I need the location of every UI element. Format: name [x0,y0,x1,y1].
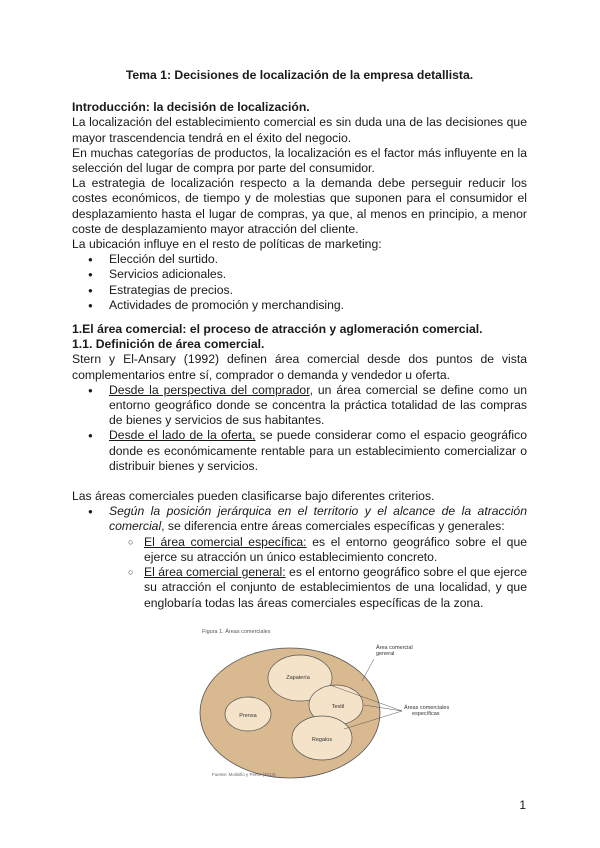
criterion-text: , se diferencia entre áreas comerciales específicas y generales: [161,519,505,534]
intro-heading: Introducción: la decisión de localización. [72,100,310,115]
general-area-text: es el entorno geográfico sobre el que ejerce su atracción el conjunto de establecimientos de una localidad, y que englobaría todas las áreas comerciales específicas de la zona. [144,565,527,610]
specific-area-text: es el entorno geográfico sobre el que ejerce su atracción un único establecimiento concreto. [144,534,527,564]
list-item: ● Elección del surtido. [72,252,527,267]
general-area-leader-line [362,659,374,681]
commercial-areas-figure [72,621,492,781]
figure-caption: Figura 1. Áreas comerciales [202,628,271,635]
general-area-term: El área comercial general: [144,565,286,580]
zapateria-label: Zapatería [286,674,310,681]
general-area-label [376,644,414,657]
offer-perspective-term: Desde el lado de la oferta, [109,428,256,443]
list-item [72,504,527,534]
list-item [72,383,527,429]
buyer-perspective-text: , un área comercial se define como un entorno geográfico donde se concentra la práctica totalidad de las compras de bienes y servicios de sus habitantes. [109,382,527,428]
list-item [72,565,527,611]
section-paragraph-1: Stern y El-Ansary (1992) definen área comercial desde dos puntos de vista complementarios entre sí, comprador o demanda y vendedor u oferta. [72,352,527,382]
area-types-list [72,535,527,611]
list-item [72,428,527,474]
document-page [72,68,527,781]
list-item: ● Servicios adicionales. [72,267,527,282]
textil-label: Textil [331,703,345,710]
list-item [72,535,527,565]
specific-areas-label [404,704,451,717]
figure-source: Fuente: Molinillo y Pérez (2014). [212,771,277,777]
general-area-label-line1: Área comercial [376,644,413,651]
perspectives-list [72,383,527,474]
marketing-policies-list [72,252,527,313]
general-area-label-line2: general [376,650,395,657]
prensa-label: Prensa [239,712,257,719]
intro-paragraph-1: La localización del establecimiento comercial es sin duda una de las decisiones que mayor trascendencia tendrá en el éxito del negocio. [72,115,527,145]
section-paragraph-2: Las áreas comerciales pueden clasificarse bajo diferentes criterios. [72,489,435,504]
specific-areas-label-line1: Áreas comerciales [404,704,450,711]
specific-areas-label-line2: específicas [412,710,440,717]
list-item: ● Estrategias de precios. [72,283,527,298]
commercial-areas-diagram [72,621,492,781]
buyer-perspective-term: Desde la perspectiva del comprador [109,382,310,397]
section-heading: 1.El área comercial: el proceso de atracción y aglomeración comercial. [72,322,483,337]
specific-area-term: El área comercial específica: [144,534,307,549]
intro-paragraph-2: En muchas categorías de productos, la localización es el factor más influyente en la selección del lugar de compra por parte del consumidor. [72,145,527,176]
intro-paragraph-4: La ubicación influye en el resto de políticas de marketing: [72,237,382,252]
criterion-term: Según la posición jerárquica en el territorio y el alcance de la atracción comercial [109,504,527,534]
criteria-list [72,504,527,534]
document-title: Tema 1: Decisiones de localización de la empresa detallista. [125,68,474,82]
list-item: ● Actividades de promoción y merchandising. [72,298,527,313]
regalos-label: Regalos [311,736,333,743]
intro-paragraph-3: La estrategia de localización respecto a la demanda debe perseguir reducir los costes económicos, de tiempo y de molestias que suponen para el consumidor el desplazamiento hasta el lugar de compras, ya que, al menos en principio, a menor coste de desplazamiento mayor atracción del cliente. [72,176,527,236]
subsection-heading: 1.1. Definición de área comercial. [72,337,265,352]
offer-perspective-text: se puede considerar como el espacio geográfico donde es económicamente rentable para un establecimiento comercializar o distribuir bienes y servicios. [109,428,528,473]
page-number: 1 [519,798,526,812]
